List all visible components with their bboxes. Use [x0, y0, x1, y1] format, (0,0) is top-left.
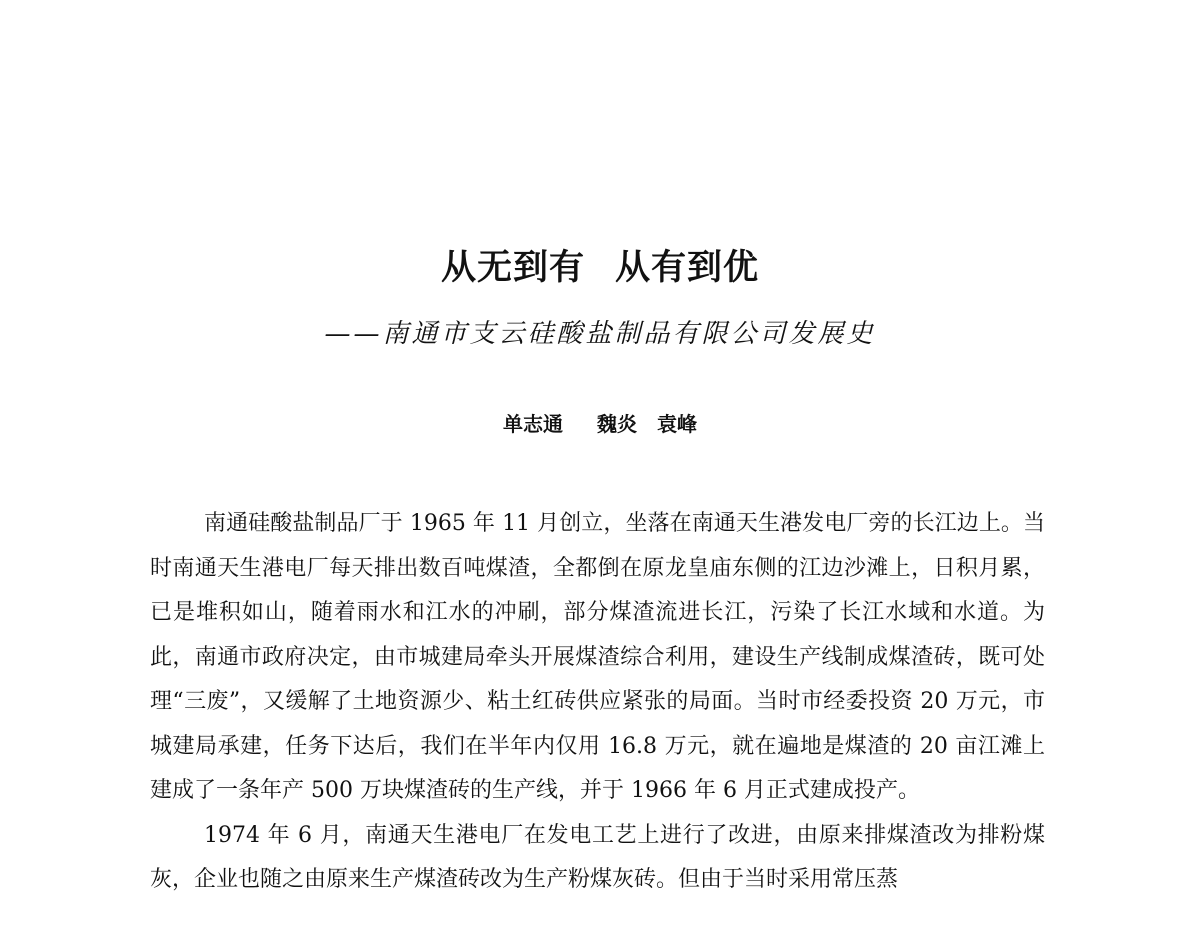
title-part-1: 从无到有 — [440, 248, 585, 288]
paragraph-2: 1974 年 6 月，南通天生港电厂在发电工艺上进行了改进，由原来排煤渣改为排粉煤灰，企业也随之由原来生产煤渣砖改为生产粉煤灰砖。但由于当时采用常压蒸 — [150, 822, 1045, 892]
author-3: 袁峰 — [657, 412, 697, 436]
author-1: 单志通 — [503, 412, 563, 436]
author-2: 魏炎 — [597, 412, 637, 436]
article-title — [0, 240, 1200, 290]
article-body — [150, 502, 1045, 903]
title-part-2: 从有到优 — [615, 248, 760, 288]
paragraph-1: 南通硅酸盐制品厂于 1965 年 11 月创立，坐落在南通天生港发电厂旁的长江边上。当时南通天生港电厂每天排出数百吨煤渣，全都倒在原龙皇庙东侧的江边沙滩上，日积月累，已是堆积如山，随着雨水和江水的冲刷，部分煤渣流进长江，污染了长江水域和水道。为此，南通市政府决定，由市城建局牵头开展煤渣综合利用，建设生产线制成煤渣砖，既可处理“三废”，又缓解了土地资源少、粘土红砖供应紧张的局面。当时市经委投资 20 万元，市城建局承建，任务下达后，我们在半年内仅用 16.8 万元，就在遍地是煤渣的 20 亩江滩上建成了一条年产 500 万块煤渣砖的生产线，并于 1966 年 6 月正式建成投产。 — [150, 511, 1045, 803]
article-subtitle: ——南通市支云硅酸盐制品有限公司发展史 — [324, 319, 876, 349]
author-line — [0, 408, 1200, 437]
